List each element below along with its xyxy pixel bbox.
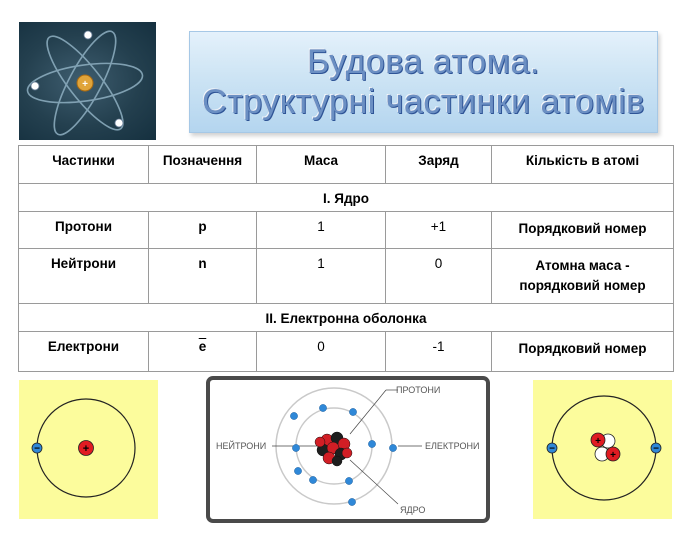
cell-count: Порядковий номер (492, 212, 674, 249)
cell-charge: -1 (386, 332, 492, 372)
header-charge: Заряд (386, 146, 492, 184)
header-particles: Частинки (19, 146, 149, 184)
cell-charge: +1 (386, 212, 492, 249)
header-mass: Маса (257, 146, 386, 184)
atom-logo-image (19, 22, 156, 140)
label-nucleus: ЯДРО (400, 505, 426, 515)
electron-symbol: $\overline{e}$ (198, 339, 207, 354)
cell-name: Електрони (19, 332, 149, 372)
cell-name: Протони (19, 212, 149, 249)
label-neutrons: НЕЙТРОНИ (216, 441, 267, 451)
nucleus-icon (315, 432, 352, 466)
nucleus-plus-sign: + (82, 79, 88, 90)
particles-table (18, 145, 674, 372)
section-row-nucleus (19, 184, 674, 212)
proton-plus-sign: + (82, 443, 90, 455)
header-symbol: Позначення (149, 146, 257, 184)
title-banner (189, 31, 658, 133)
table-header-row (19, 146, 674, 184)
label-protons: ПРОТОНИ (396, 385, 441, 395)
title-line-2: Структурні частинки атомів (202, 83, 645, 121)
cell-mass: 0 (257, 332, 386, 372)
cell-mass: 1 (257, 212, 386, 249)
proton-plus-sign: + (610, 450, 616, 461)
labeled-atom-drawing (210, 380, 486, 519)
cell-count: Порядковий номер (492, 332, 674, 372)
table-row (19, 332, 674, 372)
helium-atom-image (533, 380, 672, 519)
label-electrons: ЕЛЕКТРОНИ (425, 441, 480, 451)
cell-charge: 0 (386, 249, 492, 304)
title-line-1: Будова атома. (307, 43, 540, 81)
hydrogen-atom-drawing (19, 380, 158, 519)
header-count: Кількість в атомі (492, 146, 674, 184)
table-row (19, 249, 674, 304)
cell-symbol: n (149, 249, 257, 304)
hydrogen-atom-image (19, 380, 158, 519)
electron-minus-sign: − (653, 443, 659, 455)
cell-name: Нейтрони (19, 249, 149, 304)
proton-plus-sign: + (595, 436, 601, 447)
electron-minus-sign: − (34, 443, 40, 455)
cell-symbol (149, 332, 257, 372)
electron-minus-sign: − (549, 443, 555, 455)
cell-mass: 1 (257, 249, 386, 304)
cell-count: Атомна маса - порядковий номер (492, 249, 674, 304)
table-row (19, 212, 674, 249)
section-title-shell: ІІ. Електронна оболонка (19, 304, 674, 332)
helium-atom-drawing (533, 380, 672, 519)
section-title-nucleus: І. Ядро (19, 184, 674, 212)
labeled-atom-diagram (206, 376, 490, 523)
cell-symbol: p (149, 212, 257, 249)
section-row-shell (19, 304, 674, 332)
atom-orbits-icon (19, 22, 156, 140)
